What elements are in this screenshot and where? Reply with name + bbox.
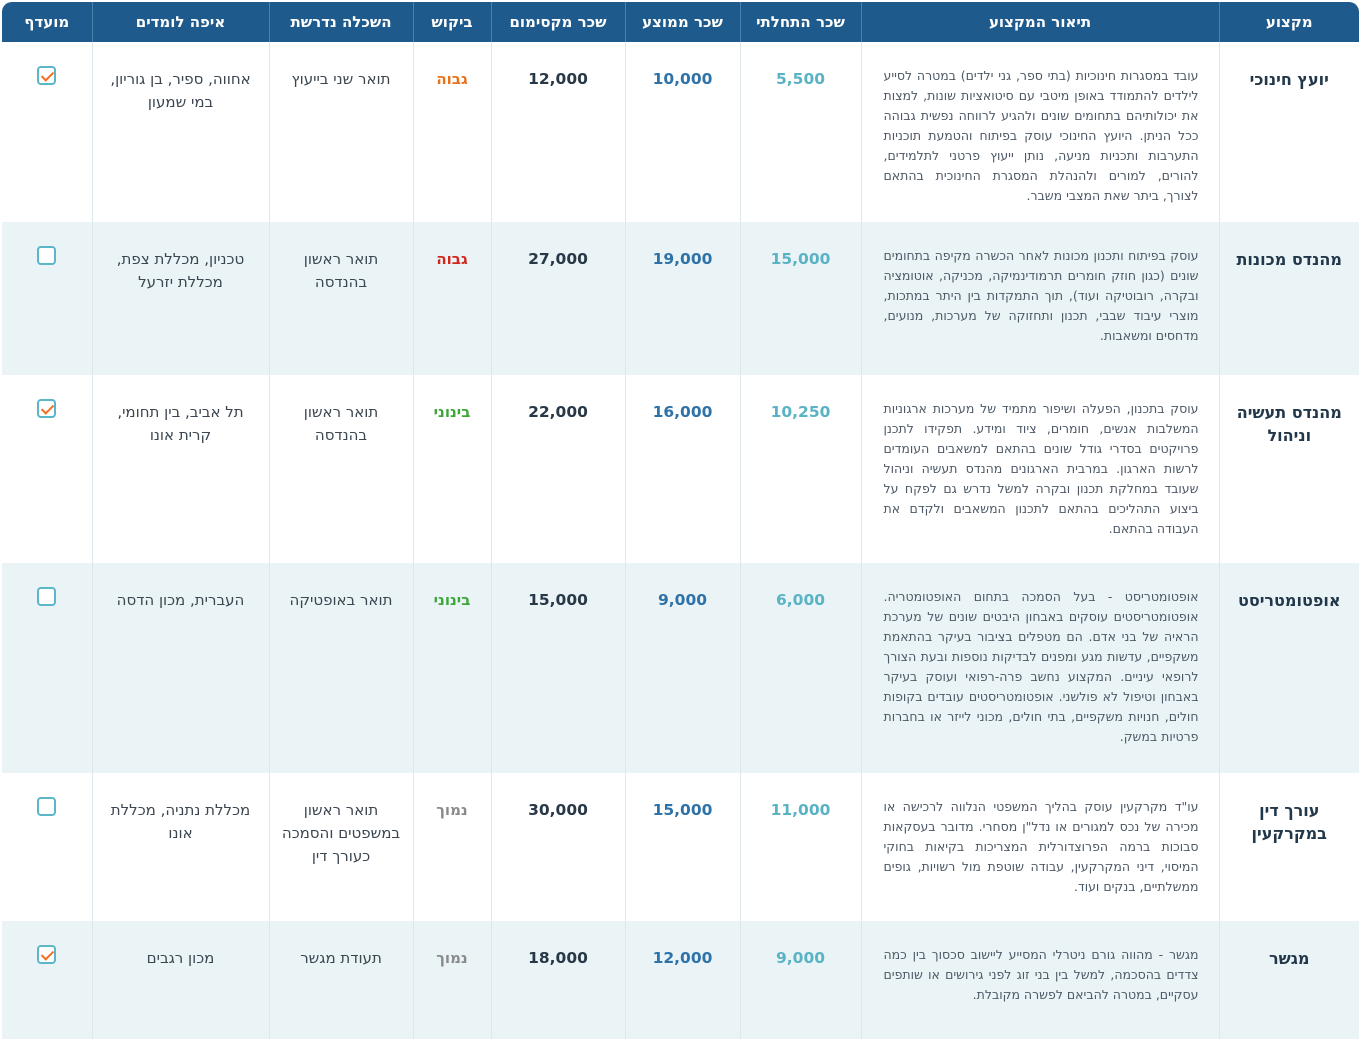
- table-row: [2, 375, 1359, 563]
- header-starting-salary[interactable]: שכר התחלתי: [740, 2, 861, 42]
- education-cell: תואר שני בייעוץ: [269, 42, 413, 222]
- description-cell: מגשר - מהווה גורם ניטרלי המסייע ליישוב סכסוך בין כמה צדדים בהסכמה, למשל בין בני זוג לפני גירושים או שותפים עסקיים, במטרה להביאם לפשרה מקובלת.: [861, 921, 1219, 1039]
- starting-salary-cell: 11,000: [740, 773, 861, 921]
- demand-cell: בינוני: [413, 375, 491, 563]
- favorite-checkbox[interactable]: [37, 66, 56, 85]
- starting-salary-cell: 15,000: [740, 222, 861, 375]
- table-row: [2, 773, 1359, 921]
- where-cell: אחווה, ספיר, בן גוריון, במי שמעון: [92, 42, 269, 222]
- average-salary-cell: 19,000: [625, 222, 740, 375]
- favorite-checkbox[interactable]: [37, 399, 56, 418]
- max-salary-cell: 18,000: [491, 921, 625, 1039]
- table-row: [2, 921, 1359, 1039]
- starting-salary-cell: 6,000: [740, 563, 861, 773]
- favorite-cell: [2, 222, 92, 375]
- favorite-checkbox[interactable]: [37, 797, 56, 816]
- demand-cell: נמוך: [413, 921, 491, 1039]
- profession-cell: יועץ חינוכי: [1219, 42, 1359, 222]
- where-cell: טכניון, מכללת צפת, מכללת יזרעל: [92, 222, 269, 375]
- education-cell: תואר ראשון במשפטים והסמכה כעורך דין: [269, 773, 413, 921]
- header-row: [2, 2, 1359, 42]
- favorite-cell: [2, 921, 92, 1039]
- max-salary-cell: 22,000: [491, 375, 625, 563]
- max-salary-cell: 27,000: [491, 222, 625, 375]
- education-cell: תואר באופטיקה: [269, 563, 413, 773]
- education-cell: תואר ראשון בהנדסה: [269, 222, 413, 375]
- header-where[interactable]: איפה לומדים: [92, 2, 269, 42]
- starting-salary-cell: 9,000: [740, 921, 861, 1039]
- favorite-cell: [2, 42, 92, 222]
- max-salary-cell: 12,000: [491, 42, 625, 222]
- max-salary-cell: 15,000: [491, 563, 625, 773]
- favorite-cell: [2, 375, 92, 563]
- profession-cell: אופטומטריסט: [1219, 563, 1359, 773]
- where-cell: תל אביב, בין תחומי, קרית אונו: [92, 375, 269, 563]
- header-max-salary[interactable]: שכר מקסימום: [491, 2, 625, 42]
- profession-cell: עורך דין במקרקעין: [1219, 773, 1359, 921]
- header-profession[interactable]: מקצוע: [1219, 2, 1359, 42]
- demand-cell: בינוני: [413, 563, 491, 773]
- description-cell: עוסק בתכנון, הפעלה ושיפור מתמיד של מערכות ארגוניות המשלבות אנשים, חומרים, ציוד ומידע. תפקידו לתכנן פרויקטים בסדרי גודל שונים בהתאם למשאבים העומדים לרשות הארגון. במרבית הארגונים מהנדס תעשיה וניהול שעובד במחלקת תכנון ובקרה למשל נדרש גם לפקח על ביצוע התהליכים בהתאם לתכנון המשאבים ולקדם את העבודה בהתאם.: [861, 375, 1219, 563]
- profession-cell: מגשר: [1219, 921, 1359, 1039]
- professions-table: [2, 2, 1359, 1039]
- description-cell: עו"ד מקרקעין עוסק בהליך המשפטי הנלווה לרכישה או מכירה של נכס למגורים או נדל"ן מסחרי. מדובר בעסקאות סבוכות ברמה הפרוצדורלית המצריכות בקיאות בחוקי המיסוי, דיני המקרקעין, עבודה שוטפת מול רשויות, גופים ממשלתיים, בנקים ועוד.: [861, 773, 1219, 921]
- table-row: [2, 563, 1359, 773]
- profession-cell: מהנדס מכונות: [1219, 222, 1359, 375]
- table-row: [2, 42, 1359, 222]
- education-cell: תעודת מגשר: [269, 921, 413, 1039]
- description-cell: עובד במסגרות חינוכיות (בתי ספר, גני ילדים) במטרה לסייע לילדים להתמודד באופן מיטבי עם סיטואציות שונות, למצות את יכולותיהם בתחומים שונים ולהגיע לרווחה נפשית גבוהה ככל הניתן. היועץ החינוכי עוסק בפיתוח והטמעת תוכניות התערבות ותכניות מניעה, נותן ייעוץ פרטני לתלמידים, להורים, למורים ולהנהלת המסגרת החינוכית בהתאם לצורך, ביתר שאת המצבי משבר.: [861, 42, 1219, 222]
- average-salary-cell: 10,000: [625, 42, 740, 222]
- average-salary-cell: 9,000: [625, 563, 740, 773]
- description-cell: אופטומטריסט - בעל הסמכה בתחום האופטומטריה. אופטומטריסטים עוסקים באבחון היבטים שונים של מערכת הראיה של בני אדם. הם מטפלים בציבור בעיקר בהתאמת משקפיים, עדשות מגע ומפנים לבדיקות נוספות ובעת הצורך לרופאי עיניים. המקצוע נחשב פרה-רפואי ועוסק בעיקר באבחון וטיפול לא פולשני. אופטומטריסטים עובדים בקופות חולים, חנויות משקפיים, בתי חולים, מכוני לייזר או בחברות פרטיות במשק.: [861, 563, 1219, 773]
- where-cell: העברית, מכון הדסה: [92, 563, 269, 773]
- where-cell: מכון רגבים: [92, 921, 269, 1039]
- header-average-salary[interactable]: שכר ממוצע: [625, 2, 740, 42]
- profession-cell: מהנדס תעשיה וניהול: [1219, 375, 1359, 563]
- starting-salary-cell: 5,500: [740, 42, 861, 222]
- demand-cell: נמוך: [413, 773, 491, 921]
- starting-salary-cell: 10,250: [740, 375, 861, 563]
- favorite-cell: [2, 773, 92, 921]
- favorite-checkbox[interactable]: [37, 587, 56, 606]
- average-salary-cell: 15,000: [625, 773, 740, 921]
- average-salary-cell: 16,000: [625, 375, 740, 563]
- favorite-checkbox[interactable]: [37, 945, 56, 964]
- table-row: [2, 222, 1359, 375]
- description-cell: עוסק בפיתוח ותכנון מכונות לאחר הכשרה מקיפה בתחומים שונים (כגון חוזק חומרים תרמודינמיקה, מכניקה, אוטומציה ובקרה, רובוטיקה ועוד), תוך התמקדות בין היתר במתכות, מוצרי עיבוד שבבי, תכנון ותחזוקה של מערכות, מנועים, מדחסים ומשאבות.: [861, 222, 1219, 375]
- where-cell: מכללת נתניה, מכללת אונו: [92, 773, 269, 921]
- header-description[interactable]: תיאור המקצוע: [861, 2, 1219, 42]
- header-favorite[interactable]: מועדף: [2, 2, 92, 42]
- demand-cell: גבוה: [413, 42, 491, 222]
- header-demand[interactable]: ביקוש: [413, 2, 491, 42]
- max-salary-cell: 30,000: [491, 773, 625, 921]
- average-salary-cell: 12,000: [625, 921, 740, 1039]
- header-education[interactable]: השכלה נדרשת: [269, 2, 413, 42]
- demand-cell: גבוה: [413, 222, 491, 375]
- favorite-cell: [2, 563, 92, 773]
- favorite-checkbox[interactable]: [37, 246, 56, 265]
- education-cell: תואר ראשון בהנדסה: [269, 375, 413, 563]
